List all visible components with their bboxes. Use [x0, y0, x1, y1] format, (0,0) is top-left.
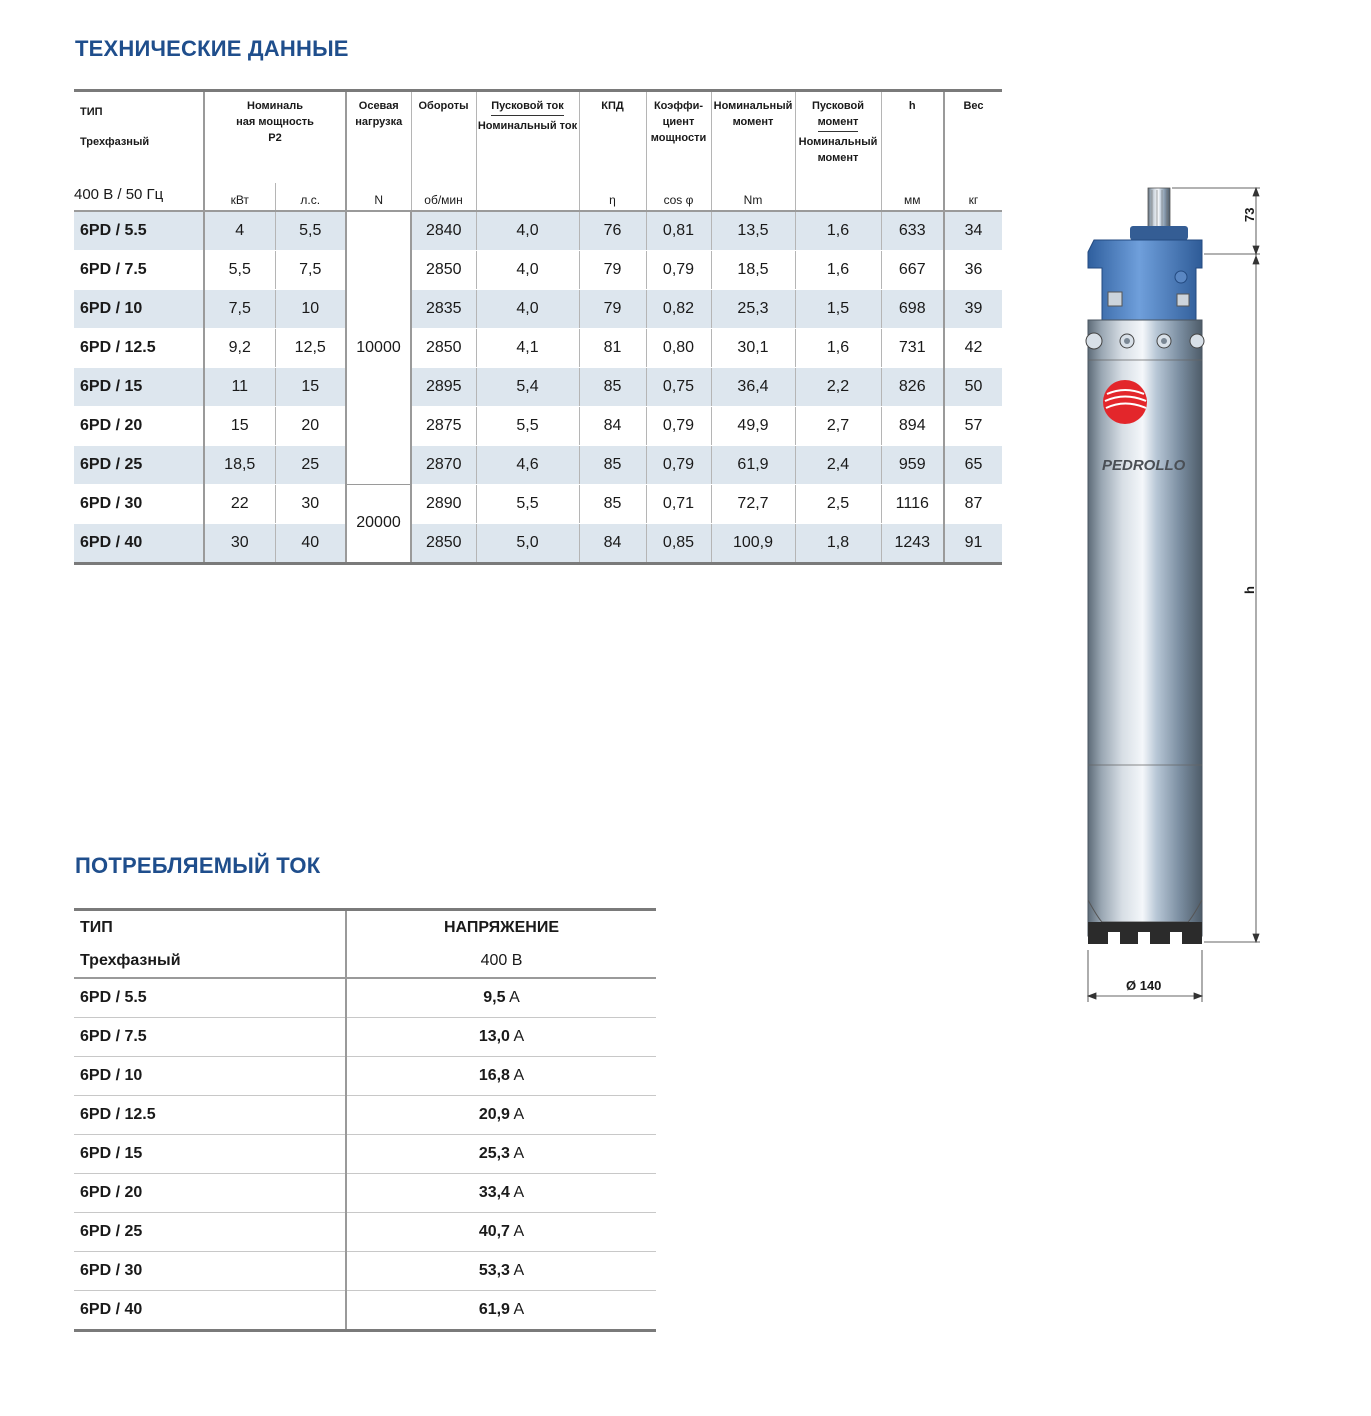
axial-cell: 10000	[346, 211, 411, 485]
torque-cell: 36,4	[711, 367, 795, 406]
start-torque-header: Пусковой момент Номинальный момент	[795, 91, 881, 183]
current-unit: A	[513, 1184, 525, 1201]
voltage-header: НАПРЯЖЕНИЕ	[346, 910, 656, 945]
hp-cell: 20	[275, 406, 346, 445]
tech-data-title: ТЕХНИЧЕСКИЕ ДАННЫЕ	[75, 36, 349, 61]
table-row	[74, 1135, 656, 1174]
start-torque-cell: 1,5	[795, 289, 881, 328]
axial-unit: N	[346, 183, 411, 211]
current-value-cell	[346, 1135, 656, 1174]
table-row	[74, 978, 656, 1018]
table-row	[74, 1213, 656, 1252]
pf-cell: 0,79	[646, 250, 711, 289]
start-torque-cell: 1,8	[795, 523, 881, 563]
h-cell: 633	[881, 211, 944, 251]
dim-top-label: 73	[1242, 207, 1257, 222]
rpm-header: Обороты	[411, 91, 476, 183]
type-cell: 6PD / 10	[74, 289, 204, 328]
current-unit: A	[513, 1145, 525, 1162]
table-row	[74, 406, 1002, 445]
kw-cell: 15	[204, 406, 275, 445]
table-row	[74, 289, 1002, 328]
h-cell: 731	[881, 328, 944, 367]
current-unit: A	[513, 1028, 525, 1045]
pf-cell: 0,85	[646, 523, 711, 563]
weight-cell: 34	[944, 211, 1002, 251]
table-row	[74, 328, 1002, 367]
torque-cell: 49,9	[711, 406, 795, 445]
pf-cell: 0,75	[646, 367, 711, 406]
kw-cell: 7,5	[204, 289, 275, 328]
ratio-cell: 4,1	[476, 328, 579, 367]
eff-cell: 84	[579, 406, 646, 445]
rpm-cell: 2895	[411, 367, 476, 406]
pf-cell: 0,81	[646, 211, 711, 251]
table-row	[74, 1174, 656, 1213]
weight-cell: 87	[944, 484, 1002, 523]
current-table	[74, 908, 656, 1332]
dim-h-label: h	[1242, 586, 1257, 594]
rpm-cell: 2870	[411, 445, 476, 484]
current-type-cell: 6PD / 40	[74, 1291, 346, 1331]
weight-cell: 36	[944, 250, 1002, 289]
torque-cell: 61,9	[711, 445, 795, 484]
kw-cell: 9,2	[204, 328, 275, 367]
blue-top-cap	[1088, 240, 1202, 320]
current-value-cell	[346, 1252, 656, 1291]
current-unit: A	[513, 1223, 525, 1240]
kw-unit: кВт	[204, 183, 275, 211]
table-row	[74, 445, 1002, 484]
table-row	[74, 250, 1002, 289]
current-value: 9,5	[483, 989, 506, 1006]
dim-diameter-label: Ø 140	[1126, 978, 1162, 993]
current-value: 40,7	[478, 1223, 510, 1240]
h-cell: 1116	[881, 484, 944, 523]
table-row	[74, 1096, 656, 1135]
kw-cell: 4	[204, 211, 275, 251]
weight-cell: 65	[944, 445, 1002, 484]
type-cell: 6PD / 12.5	[74, 328, 204, 367]
hp-cell: 30	[275, 484, 346, 523]
brand-text: PEDROLLO	[1102, 457, 1186, 474]
motor-drawing	[1080, 180, 1310, 1010]
rpm-unit: об/мин	[411, 183, 476, 211]
h-unit: мм	[881, 183, 944, 211]
h-cell: 698	[881, 289, 944, 328]
voltage-value: 400 В	[346, 944, 656, 978]
ratio-cell: 4,0	[476, 250, 579, 289]
rpm-cell: 2875	[411, 406, 476, 445]
h-cell: 667	[881, 250, 944, 289]
rpm-cell: 2850	[411, 250, 476, 289]
power-header: Номиналь ная мощность P2	[204, 91, 346, 183]
current-type-cell: 6PD / 5.5	[74, 978, 346, 1018]
type-cell: 6PD / 20	[74, 406, 204, 445]
type-cell: 6PD / 7.5	[74, 250, 204, 289]
weight-unit: кг	[944, 183, 1002, 211]
hp-cell: 25	[275, 445, 346, 484]
rpm-cell: 2850	[411, 523, 476, 563]
pf-cell: 0,71	[646, 484, 711, 523]
type-header-voltage: 400 В / 50 Гц	[74, 183, 204, 211]
kw-cell: 11	[204, 367, 275, 406]
torque-cell: 13,5	[711, 211, 795, 251]
current-type-cell: 6PD / 10	[74, 1057, 346, 1096]
ratio-cell: 5,0	[476, 523, 579, 563]
table-row	[74, 1018, 656, 1057]
weight-cell: 91	[944, 523, 1002, 563]
rpm-cell: 2835	[411, 289, 476, 328]
ratio-cell: 4,0	[476, 211, 579, 251]
table-row	[74, 1057, 656, 1096]
ratio-cell: 4,0	[476, 289, 579, 328]
start-torque-cell: 2,2	[795, 367, 881, 406]
start-ratio-header: Пусковой ток Номинальный ток	[476, 91, 579, 183]
current-value: 13,0	[478, 1028, 510, 1045]
table-row	[74, 211, 1002, 251]
table-row	[74, 484, 1002, 523]
table-row	[74, 367, 1002, 406]
pf-cell: 0,82	[646, 289, 711, 328]
weight-cell: 42	[944, 328, 1002, 367]
current-value-cell	[346, 1174, 656, 1213]
axial-cell: 20000	[346, 484, 411, 563]
current-value-cell	[346, 1057, 656, 1096]
eff-header: КПД	[579, 91, 646, 183]
start-torque-cell: 1,6	[795, 211, 881, 251]
pf-cell: 0,79	[646, 445, 711, 484]
current-type-cell: 6PD / 12.5	[74, 1096, 346, 1135]
h-header: h	[881, 91, 944, 183]
hp-cell: 40	[275, 523, 346, 563]
eff-cell: 79	[579, 289, 646, 328]
eff-cell: 76	[579, 211, 646, 251]
ratio-cell: 5,4	[476, 367, 579, 406]
hp-cell: 10	[275, 289, 346, 328]
pf-unit: cos φ	[646, 183, 711, 211]
type-cell: 6PD / 25	[74, 445, 204, 484]
type-cell: 6PD / 5.5	[74, 211, 204, 251]
torque-unit: Nm	[711, 183, 795, 211]
current-type-header: ТИП	[74, 910, 346, 945]
current-unit: A	[513, 1301, 525, 1318]
shaft	[1130, 188, 1188, 240]
eff-cell: 85	[579, 445, 646, 484]
ratio-cell: 4,6	[476, 445, 579, 484]
eff-cell: 84	[579, 523, 646, 563]
current-unit: A	[509, 989, 520, 1006]
ratio-cell: 5,5	[476, 484, 579, 523]
current-value: 25,3	[478, 1145, 510, 1162]
axial-header: Осевая нагрузка	[346, 91, 411, 183]
current-title: ПОТРЕБЛЯЕМЫЙ ТОК	[75, 853, 321, 878]
tech-data-table	[74, 89, 1002, 565]
table-row	[74, 523, 1002, 563]
current-type-cell: 6PD / 25	[74, 1213, 346, 1252]
current-value: 20,9	[478, 1106, 510, 1123]
current-value-cell	[346, 1213, 656, 1252]
weight-header: Вес	[944, 91, 1002, 183]
torque-cell: 18,5	[711, 250, 795, 289]
ratio-cell: 5,5	[476, 406, 579, 445]
motor-body	[1088, 320, 1202, 936]
hp-unit: л.с.	[275, 183, 346, 211]
type-header: ТИП Трехфазный	[74, 91, 204, 183]
current-value-cell	[346, 1018, 656, 1057]
current-type-cell: 6PD / 15	[74, 1135, 346, 1174]
current-value-cell	[346, 1291, 656, 1331]
torque-header: Номинальный момент	[711, 91, 795, 183]
kw-cell: 30	[204, 523, 275, 563]
current-phase-header: Трехфазный	[74, 944, 346, 978]
current-value: 33,4	[478, 1184, 510, 1201]
eff-cell: 85	[579, 484, 646, 523]
h-cell: 826	[881, 367, 944, 406]
current-value: 16,8	[478, 1067, 510, 1084]
kw-cell: 18,5	[204, 445, 275, 484]
kw-cell: 22	[204, 484, 275, 523]
start-torque-cell: 2,5	[795, 484, 881, 523]
weight-cell: 50	[944, 367, 1002, 406]
hp-cell: 15	[275, 367, 346, 406]
start-torque-cell: 1,6	[795, 250, 881, 289]
weight-cell: 57	[944, 406, 1002, 445]
h-cell: 1243	[881, 523, 944, 563]
torque-cell: 30,1	[711, 328, 795, 367]
current-type-cell: 6PD / 30	[74, 1252, 346, 1291]
eff-cell: 79	[579, 250, 646, 289]
torque-cell: 25,3	[711, 289, 795, 328]
type-cell: 6PD / 30	[74, 484, 204, 523]
current-value-cell	[346, 1096, 656, 1135]
hp-cell: 7,5	[275, 250, 346, 289]
start-torque-cell: 1,6	[795, 328, 881, 367]
type-cell: 6PD / 15	[74, 367, 204, 406]
eff-unit: η	[579, 183, 646, 211]
eff-cell: 81	[579, 328, 646, 367]
motor-base	[1088, 922, 1202, 944]
current-unit: A	[513, 1262, 525, 1279]
eff-cell: 85	[579, 367, 646, 406]
current-value: 61,9	[478, 1301, 510, 1318]
pf-cell: 0,80	[646, 328, 711, 367]
rpm-cell: 2850	[411, 328, 476, 367]
start-torque-cell: 2,4	[795, 445, 881, 484]
current-type-cell: 6PD / 20	[74, 1174, 346, 1213]
table-row	[74, 1252, 656, 1291]
hp-cell: 5,5	[275, 211, 346, 251]
pf-header: Коэффи- циент мощности	[646, 91, 711, 183]
type-cell: 6PD / 40	[74, 523, 204, 563]
start-torque-cell: 2,7	[795, 406, 881, 445]
current-type-cell: 6PD / 7.5	[74, 1018, 346, 1057]
table-row	[74, 1291, 656, 1331]
kw-cell: 5,5	[204, 250, 275, 289]
torque-cell: 72,7	[711, 484, 795, 523]
h-cell: 894	[881, 406, 944, 445]
hp-cell: 12,5	[275, 328, 346, 367]
torque-cell: 100,9	[711, 523, 795, 563]
rpm-cell: 2840	[411, 211, 476, 251]
current-value: 53,3	[478, 1262, 510, 1279]
pf-cell: 0,79	[646, 406, 711, 445]
h-cell: 959	[881, 445, 944, 484]
current-value-cell	[346, 978, 656, 1018]
rpm-cell: 2890	[411, 484, 476, 523]
current-unit: A	[513, 1106, 525, 1123]
weight-cell: 39	[944, 289, 1002, 328]
current-unit: A	[513, 1067, 525, 1084]
